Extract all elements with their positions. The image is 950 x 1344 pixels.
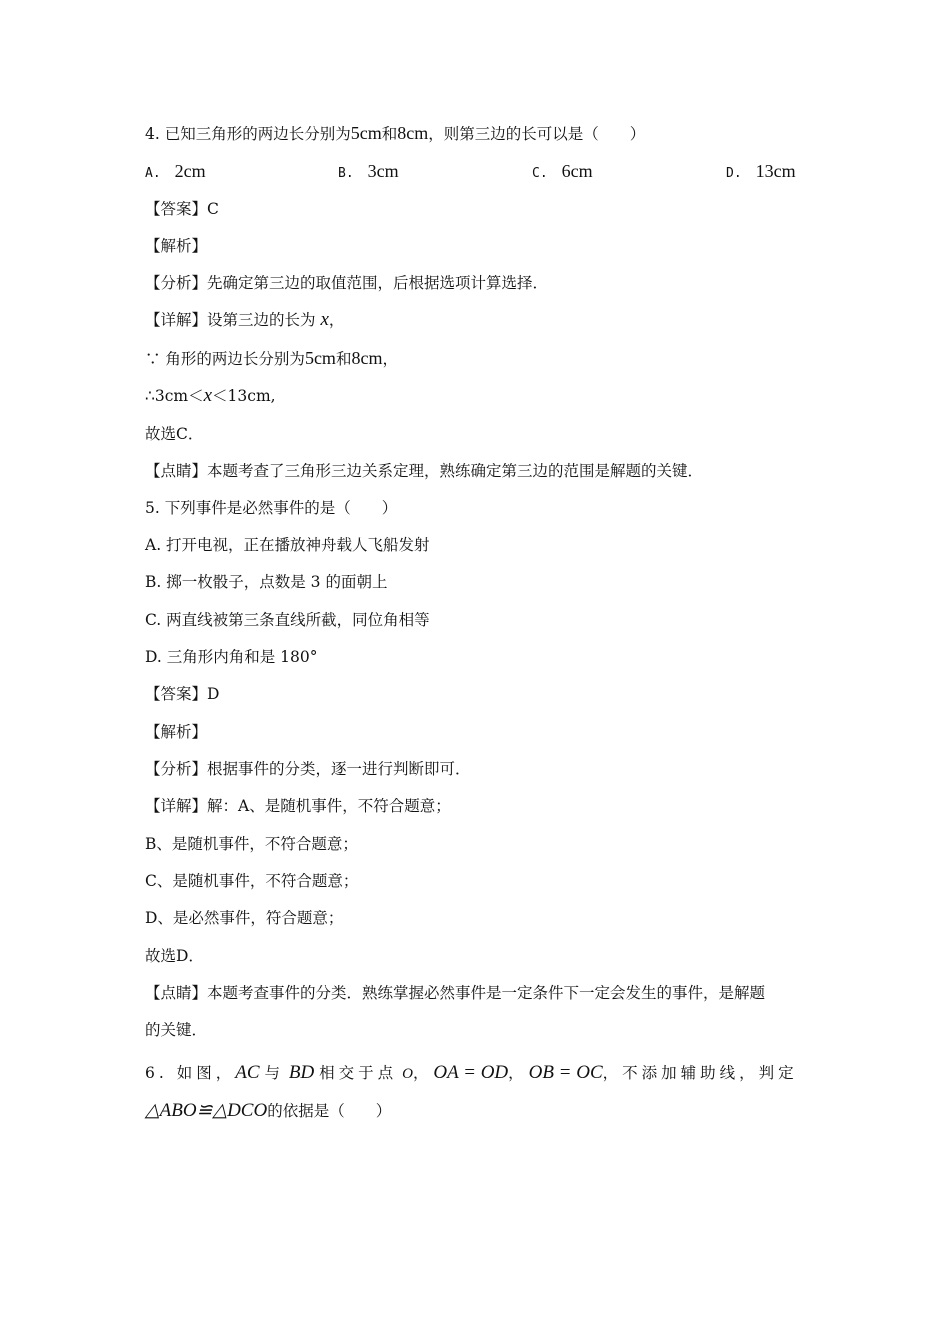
q4-because-length-2: 8cm — [351, 348, 383, 368]
q4-option-b-value: 3cm — [367, 161, 399, 181]
q4-because-text: ∵ 角形的两边长分别为 — [145, 350, 305, 368]
q5-stem: 5. 下列事件是必然事件的是（ ） — [145, 499, 398, 517]
q4-because — [145, 347, 398, 370]
q4-therefore — [145, 385, 276, 407]
q5-option-d: D. 三角形内角和是 180° — [145, 648, 318, 666]
q6-comma-1: ， — [412, 1064, 429, 1082]
q5-choose: 故选D． — [145, 947, 204, 965]
q4-option-d — [726, 160, 796, 185]
q4-xiangjie-text: 【详解】设第三边的长为 — [145, 311, 321, 329]
q6-point-o: O — [402, 1066, 413, 1082]
q4-choose: 故选C． — [145, 425, 204, 443]
q5-option-c: C. 两直线被第三条直线所截，同位角相等 — [145, 611, 430, 629]
q6-congruence: △ABO≌△DCO — [145, 1100, 268, 1121]
q4-option-c-label: C. — [532, 166, 548, 181]
q6-stem-middle: ，不添加辅助线，判定 — [602, 1064, 798, 1082]
q4-xiangjie-var: x — [320, 309, 329, 330]
q4-therefore-text: ∴3cm＜ — [145, 387, 204, 405]
q4-jiexi: 【解析】 — [145, 237, 208, 255]
q6-stem-with: 与 — [264, 1064, 284, 1082]
q6-comma-2: ， — [508, 1064, 524, 1082]
q4-length-1: 5cm — [350, 123, 382, 143]
q4-xiangjie-end: ， — [328, 311, 345, 329]
q6-segment-bd: BD — [288, 1062, 315, 1083]
q6-equation-1: OA = OD — [433, 1062, 509, 1083]
q4-stem-and: 和 — [381, 125, 398, 143]
q4-because-and: 和 — [335, 350, 352, 368]
q4-option-a — [145, 160, 206, 185]
q4-length-2: 8cm — [397, 123, 429, 143]
q4-option-d-value: 13cm — [755, 161, 796, 181]
q5-jiexi: 【解析】 — [145, 723, 208, 741]
q6-equation-2: OB = OC — [528, 1062, 603, 1083]
q6-stem-start: 6. 如图， — [145, 1064, 236, 1082]
q4-stem-text: 4. 已知三角形的两边长分别为 — [145, 125, 351, 143]
q5-dianjing-2: 的关键． — [145, 1021, 208, 1039]
q4-answer: 【答案】C — [145, 200, 219, 218]
q4-option-c-value: 6cm — [561, 161, 593, 181]
q5-line-b: B、是随机事件，不符合题意； — [145, 835, 358, 853]
q4-stem — [145, 122, 645, 145]
q4-option-a-value: 2cm — [174, 161, 206, 181]
q4-fenxi: 【分析】先确定第三边的取值范围，后根据选项计算选择． — [145, 274, 549, 292]
q6-stem-line-2 — [145, 1100, 391, 1122]
q5-xiangjie: 【详解】解：A、是随机事件，不符合题意； — [145, 797, 451, 815]
q4-option-d-label: D. — [726, 166, 742, 181]
q4-therefore-var: x — [203, 385, 213, 406]
q4-xiangjie — [145, 309, 344, 331]
q5-fenxi: 【分析】根据事件的分类，逐一进行判断即可． — [145, 760, 471, 778]
q6-segment-ac: AC — [235, 1062, 260, 1083]
q5-answer: 【答案】D — [145, 685, 220, 703]
q4-option-b-label: B. — [338, 166, 354, 181]
q4-because-length-1: 5cm — [304, 348, 336, 368]
q5-option-b: B. 掷一枚骰子，点数是 3 的面朝上 — [145, 573, 388, 591]
q6-stem-end: 的依据是（ ） — [267, 1102, 392, 1120]
q4-option-a-label: A. — [145, 166, 161, 181]
q5-dianjing-1: 【点睛】本题考查事件的分类．熟练掌握必然事件是一定条件下一定会发生的事件，是解题 — [145, 984, 766, 1002]
q5-line-d: D、是必然事件，符合题意； — [145, 909, 344, 927]
q6-stem-intersect: 相交于点 — [319, 1064, 398, 1082]
q4-dianjing: 【点睛】本题考查了三角形三边关系定理，熟练确定第三边的范围是解题的关键． — [145, 462, 704, 480]
q6-stem-line-1 — [145, 1062, 798, 1085]
q5-line-c: C、是随机事件，不符合题意； — [145, 872, 359, 890]
q4-stem-end: ，则第三边的长可以是（ ） — [428, 125, 646, 143]
q4-therefore-end: ＜13cm, — [212, 387, 276, 405]
q4-option-b — [338, 160, 399, 185]
q4-option-c — [532, 160, 593, 185]
q5-option-a: A. 打开电视，正在播放神舟载人飞船发射 — [145, 536, 430, 554]
q4-because-end: ， — [382, 350, 398, 368]
